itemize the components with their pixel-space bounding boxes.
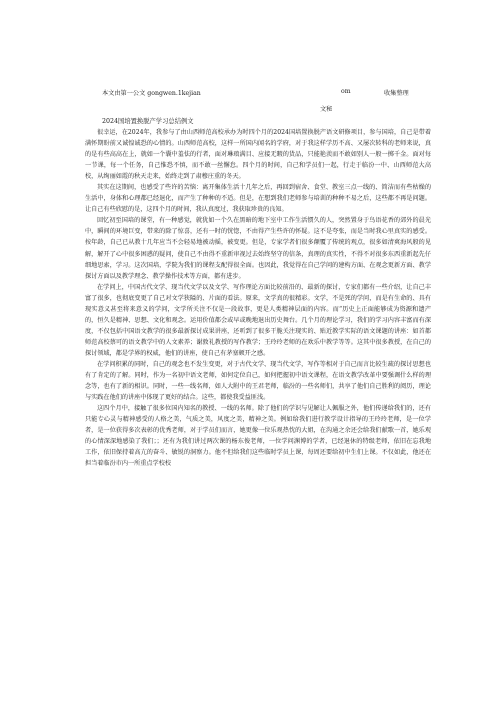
paragraph: 在学问上，中国古代文学、现当代文学以及文学、写作理论方面比较前沿的、最新的探讨，专家们都有一些介绍，让自己丰富了很多，也彻底变更了自己对文学狭隘的、片面的看法。原来，文学真的很精彩。文学，不是死的学问，而是有生命的、具有现实意义甚至将来意义的学问，文学所关注不仅是一段故事，更是人类精神层面的内容。而“历史上正面能够成为资源和遗产的，恒久是精神、思想、文化和观念。运用价值都会或早或晚地退出历史舞台。几个月的理论学习，我们的学习内容丰富而有深度，不仅包括中国语文教学的很多最新探讨成果讲座，还听到了很多干脆关注现实的、贴近教学实际的语文课题的讲座：如首都师范高校蔡可的语文教学中的人文素养；谢敦礼教授的写作教学；王玲玲老师的在欢乐中教学等等。这其中很多教授，在自己的探讨领域，都是学界的权威，他们的讲座，使自己有茅塞顿开之感。 bbox=[85, 283, 431, 357]
source-header-right: 收集整理 bbox=[384, 90, 409, 97]
paragraph: 很幸运，在2024年，我参与了由山西师范高校承办为时四个月的2024国培置换脱产语文研修项目，参与国培，自己是带着满怀期盼前又诚惶诚恐的心情的。山西师范高校，这样一所国内闻名的学府，对于我这样学历不高、又屡次转科的老师来说，真的是有些高高在上，就如一个囊中羞怯的行者，面对琳琅满目、应接无暇的货品，只能艳羡而不敢如别人一般一掷千金。面对每一节课，每一个任务，自己惟恐不慎，而不敢一丝懈怠。四个月的时间，自己和学员们一起，行走于临汾一中、山西师范大高校，从绚丽如霞的秋天走来，始终走到了肃穆庄重的冬天。 bbox=[85, 129, 431, 181]
document-body bbox=[85, 127, 431, 469]
source-header-second-line: 文秘 bbox=[320, 106, 333, 113]
paragraph: 在学问积累的同时，自己的观念也不发生变更，对于古代文学、现当代文学，写作等相对于自己而言比较生疏的探讨思想也有了肯定的了解。同时，作为一名初中语文老师，如何定位自己，如何把握初中语文课程，在语文教学改革中要强调什么样的理念等，也有了新的相识。同时，一些一线名师，如人大附中的王君老师，临汾的一些名师们，共享了他们自己胜利的阅历，理论与实践在他们的讲座中体现了更好的结合。这些，都使我受益匪浅。 bbox=[85, 360, 431, 402]
source-header-left: 本文由第一公文 gongwen.1kejian bbox=[102, 90, 201, 97]
document-title: 2024国培置换脱产学习总结例文 bbox=[102, 118, 194, 125]
source-header-mid: om bbox=[341, 88, 351, 95]
paragraph: 回忆初至国培的课堂，有一种感觉，就犹如一个久在黑暗的地下室中工作生活惯久的人，突然置身于鸟语花香的郊外的晨光中，瞬间的环境巨变，带来的除了惊喜，还有一时的恍惚，不由得产生些许的怀疑。这不是夸张，而是当时我心里真实的感受。按年龄，自己已从教十几年应当不会轻易地被动摇，被变更。但是，专家学者们很多颠覆了传统的观点，很多如清爽海风般的见解，解开了心中很多困惑的疑问，使自己不由得不重新审视过去始终坚守的信条，真理的真实性，不得不对很多东西重新起先仔细地思索，学习。这次国培，学院为我们的课程支配得很全面。也因此，我觉得在自己学问的建构方面、在观念更新方面、教学探讨方面以及教学理念、教学操作技术等方面，都有进步。 bbox=[85, 217, 431, 280]
paragraph: 这四个月中，接触了很多位国内知名的教授、一线的名师。除了他们的学识与见解让人佩服之外，他们传递给我们的，还有只能专心灵与精神感受的人格之美，气质之美，风度之美，精神之美。例如给我们进行教学设计指导的王玲玲老师，是一位学者，是一位获得多次表彰的优秀老师，对于学员们而言，她更像一位乐观热忱的大姐，在沟通之余还会给我们献歌一首，她乐观的心情深深地感染了我们；；还有为我们讲过两次课的杨东俊老师，一位学问渊博的学者，已经退休的特级老师，依旧在忘我地工作，依旧保持着高亢的奋斗、敏锐的洞察力。他不但给我们这些临时学员上课，每周还要给初中生们上课。不仅如此，他还在担当着临汾市内一所重点学校校 bbox=[85, 405, 431, 468]
paragraph: 其实在这期间，也感受了些许的苦恼：离开集体生活十几年之后，再回到宿舍、食堂、教室三点一线的、简洁而有些枯燥的生活中，身体和心理都已经退化，而产生了种种的不适。但是，在想到我们老师参与培训的种种不易之后，这些都不再是问题。让自己有些欣慰的是，这四个月的时间，我认真度过，我获取珍贵的良知。 bbox=[85, 184, 431, 214]
